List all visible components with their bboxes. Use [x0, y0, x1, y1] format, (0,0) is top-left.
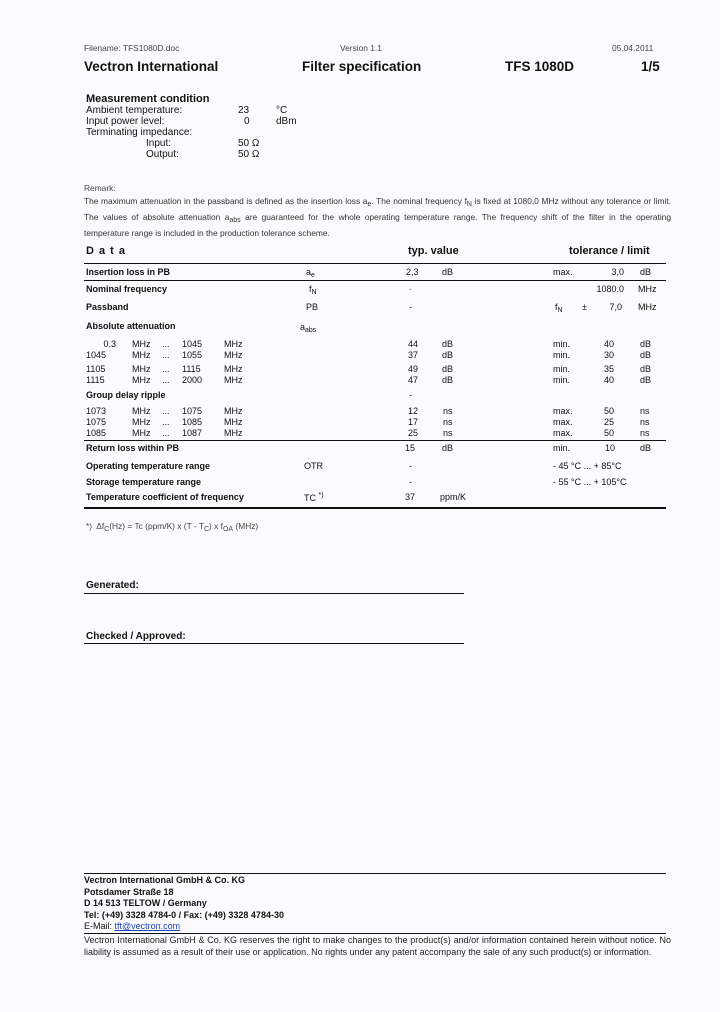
limit-kind: min. — [553, 350, 571, 360]
column-header-typ-value: typ. value — [408, 245, 459, 257]
part-number: TFS 1080D — [505, 59, 575, 74]
typ-unit: ns — [443, 428, 453, 438]
remark-part: The maximum attenuation in the passband is defined as the insertion loss a — [84, 196, 368, 206]
symbol-sub: N — [557, 307, 563, 314]
typ-unit: ns — [443, 417, 453, 427]
insertion-loss-limit-kind: max. — [553, 267, 573, 277]
freq-unit: MHz — [224, 339, 243, 349]
limit-kind: min. — [553, 375, 571, 385]
insertion-loss-typ: 2,3 — [406, 267, 419, 277]
absolute-attenuation-label: Absolute attenuation — [86, 321, 176, 331]
nominal-frequency-limit: 1080.0 — [596, 284, 624, 294]
remark-title: Remark: — [84, 183, 116, 193]
absolute-attenuation-symbol — [300, 322, 316, 334]
table-bottom-rule — [84, 507, 666, 509]
freq-unit: MHz — [224, 350, 243, 360]
footnote-text: (Hz) = Tc (ppm/K) x (T - T — [109, 521, 204, 531]
limit-value: 40 — [604, 339, 615, 349]
operating-temp-typ: - — [409, 461, 412, 471]
temp-coefficient-symbol — [304, 492, 324, 503]
insertion-loss-label: Insertion loss in PB — [86, 267, 171, 277]
typ-value: 25 — [408, 428, 419, 438]
table-top-rule — [84, 263, 666, 264]
approved-label: Checked / Approved: — [86, 631, 186, 642]
column-header-tolerance: tolerance / limit — [569, 245, 650, 257]
typ-unit: dB — [442, 339, 454, 349]
typ-value: 49 — [408, 364, 419, 374]
freq-end: 1075 — [182, 406, 203, 416]
disclaimer-text: Vectron International GmbH & Co. KG reserves the right to make changes to the product(s) and/or information contained herein without notice. No liability is assumed as a result of their use or application. No rights under any patent accompany the sale of any such product(s) or information. — [84, 935, 671, 957]
output-impedance-label: Output: — [146, 149, 179, 160]
footnote — [86, 521, 258, 533]
typ-unit: ns — [443, 406, 453, 416]
passband-limit-kind — [555, 302, 563, 314]
version-label: Version 1.1 — [340, 43, 382, 53]
page-number: 1/5 — [641, 59, 660, 74]
return-loss-limit: 10 — [605, 443, 616, 453]
limit-kind: min. — [553, 364, 571, 374]
date-label: 05.04.2011 — [612, 43, 654, 53]
insertion-loss-limit: 3,0 — [611, 267, 624, 277]
symbol-text: TC — [304, 493, 316, 503]
footer-company: Vectron International GmbH & Co. KG — [84, 875, 246, 885]
passband-label: Passband — [86, 302, 129, 312]
freq-unit: MHz — [132, 364, 151, 374]
nominal-frequency-unit: MHz — [638, 284, 657, 294]
footnote-mark: *) — [318, 492, 324, 499]
return-loss-limit-unit: dB — [640, 443, 652, 453]
row-rule — [84, 280, 666, 281]
freq-end: 2000 — [182, 375, 203, 385]
limit-value: 50 — [604, 428, 615, 438]
return-loss-typ-unit: dB — [442, 443, 454, 453]
footer-mid-rule — [84, 933, 666, 934]
terminating-impedance-label: Terminating impedance: — [86, 127, 193, 138]
footer-city: D 14 513 TELTOW / Germany — [84, 898, 207, 909]
nominal-frequency-typ: - — [409, 284, 412, 294]
operating-temp-label: Operating temperature range — [86, 461, 211, 471]
column-header-data: D a t a — [86, 245, 127, 257]
limit-unit: dB — [640, 350, 652, 360]
freq-start: 1085 — [86, 428, 107, 438]
generated-label: Generated: — [86, 580, 139, 591]
freq-unit: MHz — [132, 428, 151, 438]
footer-street: Potsdamer Straße 18 — [84, 886, 174, 897]
freq-end: 1085 — [182, 417, 203, 427]
freq-end: 1045 — [182, 339, 203, 349]
group-delay-ripple-typ: - — [409, 390, 412, 400]
row-rule — [84, 440, 666, 441]
passband-typ: - — [409, 302, 412, 312]
limit-kind: max. — [553, 406, 573, 416]
limit-kind: max. — [553, 428, 573, 438]
passband-plus-minus: ± — [582, 302, 587, 312]
remark-text — [84, 195, 671, 239]
typ-value: 17 — [408, 417, 419, 427]
insertion-loss-typ-unit: dB — [442, 267, 454, 277]
freq-end: 1055 — [182, 350, 203, 360]
limit-unit: ns — [640, 417, 650, 427]
filename-label: Filename: TFS1080D.doc — [84, 43, 180, 53]
footnote-text: Δf — [96, 521, 105, 531]
temp-coefficient-typ: 37 — [405, 492, 416, 502]
freq-start: 1105 — [86, 364, 106, 374]
freq-unit: MHz — [132, 375, 151, 385]
symbol-sub: abs — [305, 327, 317, 334]
footnote-text: (MHz) — [233, 521, 259, 531]
ambient-temp-label: Ambient temperature: — [86, 105, 183, 116]
input-power-value: 0 — [244, 116, 250, 127]
freq-start: 0.3 — [103, 339, 116, 349]
symbol-sub: e — [311, 272, 315, 279]
remark-part: . The nominal frequency f — [371, 196, 467, 206]
document-title: Filter specification — [302, 59, 422, 74]
range-dots: ... — [162, 417, 170, 427]
operating-temp-limit: - 45 °C ... + 85°C — [553, 461, 622, 471]
storage-temp-limit: - 55 °C ... + 105°C — [553, 477, 627, 487]
limit-value: 30 — [604, 350, 615, 360]
operating-temp-symbol: OTR — [304, 461, 323, 471]
email-link[interactable]: tft@vectron.com — [114, 921, 181, 932]
storage-temp-label: Storage temperature range — [86, 477, 202, 487]
email-label: E-Mail: — [84, 921, 115, 932]
limit-unit: ns — [640, 428, 650, 438]
limit-value: 25 — [604, 417, 615, 427]
symbol-text: a — [300, 322, 306, 332]
freq-unit: MHz — [132, 339, 151, 349]
remark-sub: e — [367, 201, 372, 208]
symbol-text: f — [555, 302, 558, 312]
company-name: Vectron International — [84, 59, 219, 74]
input-power-label: Input power level: — [86, 116, 165, 127]
range-dots: ... — [162, 406, 170, 416]
freq-end: 1115 — [182, 364, 201, 374]
input-impedance-label: Input: — [146, 138, 172, 149]
ambient-temp-value: 23 — [238, 105, 250, 116]
nominal-frequency-symbol — [309, 284, 317, 296]
limit-unit: dB — [640, 339, 652, 349]
limit-value: 40 — [604, 375, 615, 385]
freq-start: 1045 — [86, 350, 107, 360]
footnote-sub: C — [104, 526, 110, 533]
passband-limit: 7,0 — [609, 302, 622, 312]
limit-unit: ns — [640, 406, 650, 416]
freq-unit: MHz — [132, 406, 151, 416]
input-impedance-value: 50 Ω — [238, 138, 260, 149]
approved-signature-line[interactable] — [84, 643, 464, 644]
remark-part: are guaranteed for the whole operating temperature range. The frequency shift of the filter in the operating temperature range is included in the production tolerance scheme. — [84, 212, 671, 238]
return-loss-label: Return loss within PB — [86, 443, 180, 453]
freq-end: 1087 — [182, 428, 203, 438]
freq-unit: MHz — [224, 364, 243, 374]
limit-kind: min. — [553, 339, 571, 349]
freq-start: 1075 — [86, 417, 107, 427]
footnote-sub: OA — [222, 526, 234, 533]
typ-unit: dB — [442, 364, 454, 374]
temp-coefficient-label: Temperature coefficient of frequency — [86, 492, 244, 502]
return-loss-typ: 15 — [405, 443, 416, 453]
symbol-text: a — [306, 267, 312, 277]
typ-unit: dB — [442, 375, 454, 385]
footnote-mark: *) — [86, 521, 93, 531]
limit-unit: dB — [640, 375, 652, 385]
company-address — [84, 875, 284, 933]
passband-limit-unit: MHz — [638, 302, 657, 312]
passband-symbol: PB — [306, 302, 319, 312]
typ-value: 47 — [408, 375, 419, 385]
insertion-loss-symbol — [306, 267, 315, 279]
storage-temp-typ: - — [409, 477, 412, 487]
remark-sub: abs — [229, 217, 241, 224]
freq-unit: MHz — [224, 406, 243, 416]
insertion-loss-limit-unit: dB — [640, 267, 652, 277]
limit-value: 50 — [604, 406, 615, 416]
freq-start: 1073 — [86, 406, 107, 416]
symbol-sub: N — [311, 289, 317, 296]
limit-value: 35 — [604, 364, 615, 374]
footnote-text: ) x f — [209, 521, 223, 531]
limit-unit: dB — [640, 364, 652, 374]
measurement-title: Measurement condition — [86, 93, 210, 105]
symbol-text: f — [309, 284, 312, 294]
footer-top-rule — [84, 873, 666, 874]
input-power-unit: dBm — [276, 116, 297, 127]
freq-start: 1115 — [86, 375, 105, 385]
typ-value: 44 — [408, 339, 419, 349]
ambient-temp-unit: °C — [276, 105, 288, 116]
freq-unit: MHz — [224, 428, 243, 438]
freq-unit: MHz — [224, 375, 243, 385]
range-dots: ... — [162, 375, 170, 385]
footer-email-row — [84, 921, 284, 933]
freq-unit: MHz — [132, 350, 151, 360]
range-dots: ... — [162, 339, 170, 349]
generated-signature-line[interactable] — [84, 593, 464, 594]
range-dots: ... — [162, 364, 170, 374]
limit-kind: max. — [553, 417, 573, 427]
range-dots: ... — [162, 350, 170, 360]
footer-phone: Tel: (+49) 3328 4784-0 / Fax: (+49) 3328 4784-30 — [84, 909, 284, 920]
footnote-sub: C — [203, 526, 210, 533]
group-delay-ripple-label: Group delay ripple — [86, 390, 166, 400]
output-impedance-value: 50 Ω — [238, 149, 260, 160]
remark-sub: N — [466, 201, 472, 208]
temp-coefficient-unit: ppm/K — [440, 492, 467, 502]
return-loss-limit-kind: min. — [553, 443, 571, 453]
typ-value: 37 — [408, 350, 419, 360]
typ-unit: dB — [442, 350, 454, 360]
range-dots: ... — [162, 428, 170, 438]
typ-value: 12 — [408, 406, 419, 416]
freq-unit: MHz — [224, 417, 243, 427]
nominal-frequency-label: Nominal frequency — [86, 284, 168, 294]
remark-part: is fixed at 1080,0 MHz without any tolerance or limit. The values of absolute attenuation a — [84, 196, 671, 222]
freq-unit: MHz — [132, 417, 151, 427]
